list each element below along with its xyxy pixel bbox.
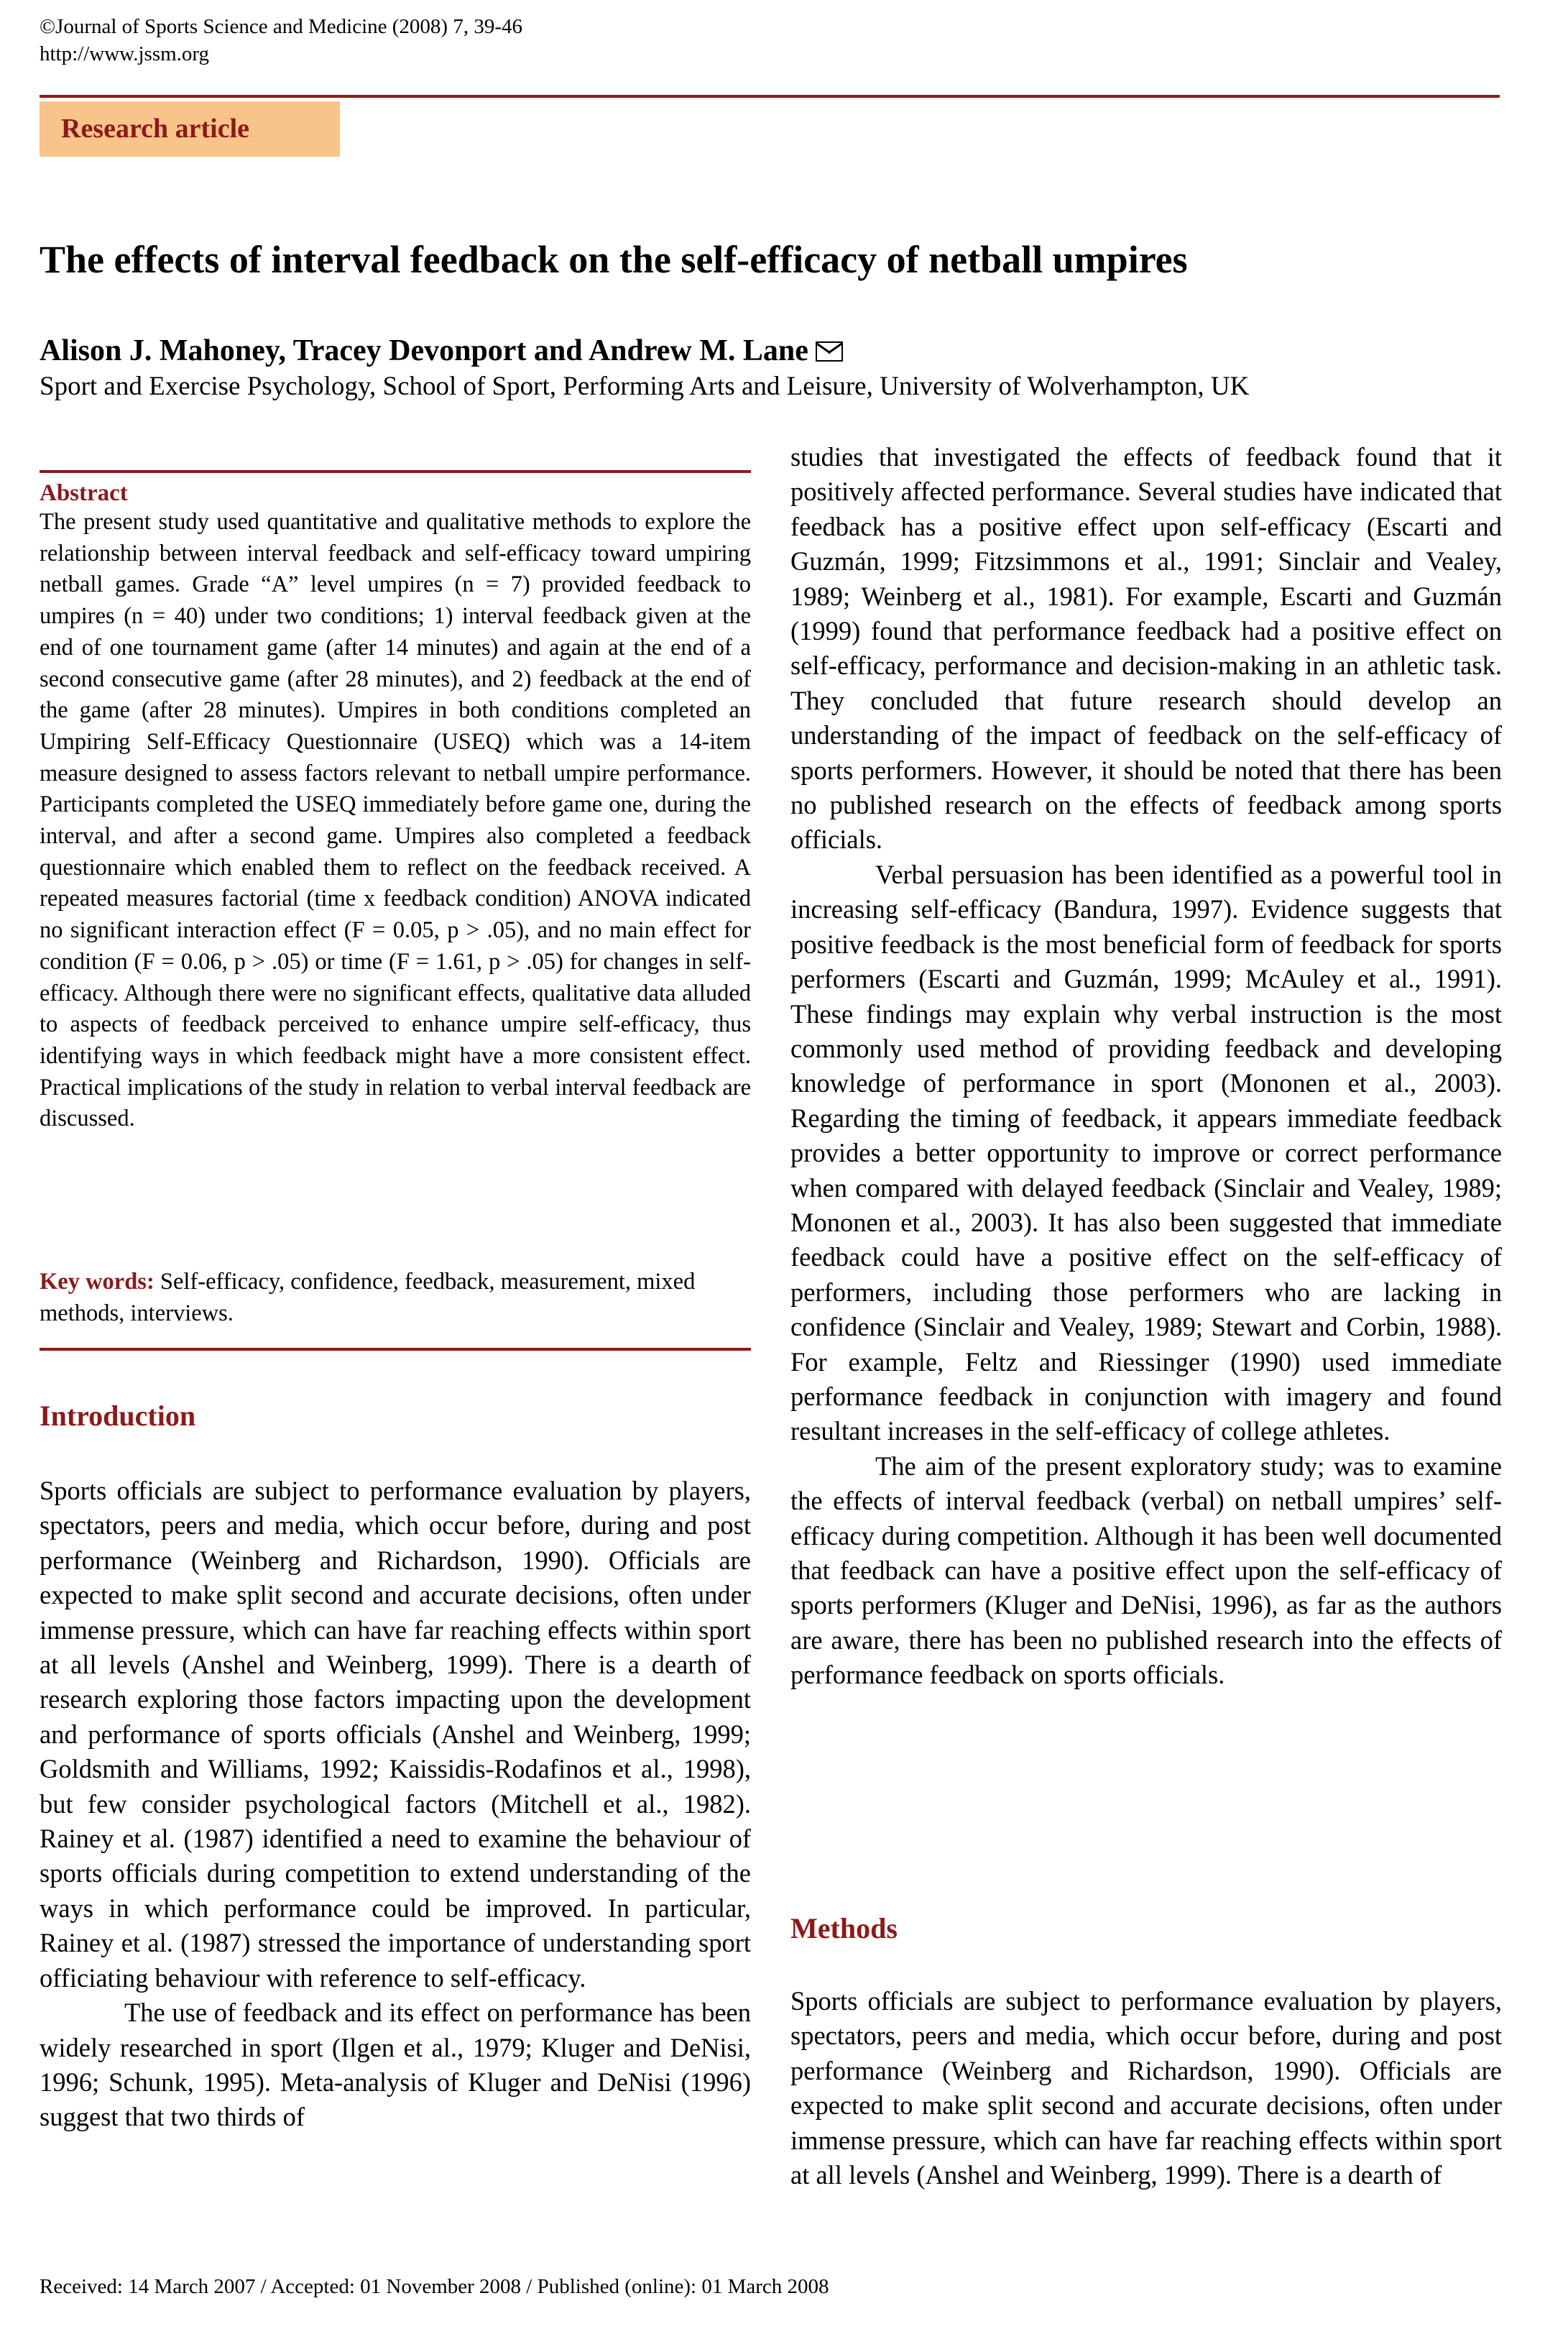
introduction-paragraph-2-continued: studies that investigated the effects of feedback found that it positively affected performance. Several studies have indicated that feedback has a positive effect upon self-efficacy (Escarti and Guzmán, 1999; Fitzsimmons et al., 1991; Sinclair and Vealey, 1989; Weinberg et al., 1981). For example, Escarti and Guzmán (1999) found that performance feedback had a positive effect on self-efficacy, performance and decision-making in an athletic task. They concluded that future research should develop an understanding of the impact of feedback on the self-efficacy of sports performers. However, it should be noted that there has been no published research on the effects of feedback among sports officials. [790,442,1502,855]
abstract-bottom-rule [40,1348,751,1351]
introduction-paragraph-1: Sports officials are subject to performance evaluation by players, spectators, peers and media, which occur before, during and post performance (Weinberg and Richardson, 1990). Officials are expected to make split second and accurate decisions, often under immense pressure, which can have far reaching effects within sport at all levels (Anshel and Weinberg, 1999). There is a dearth of research exploring those factors impacting upon the development and performance of sports officials (Anshel and Weinberg, 1999; Goldsmith and Williams, 1992; Kaissidis-Rodafinos et al., 1998), but few consider psychological factors (Mitchell et al., 1982). Rainey et al. (1987) identified a need to examine the behaviour of sports officials during competition to extend understanding of the ways in which performance could be improved. In particular, Rainey et al. (1987) stressed the importance of understanding sport officiating behaviour with reference to self-efficacy. [40,1476,751,1993]
introduction-paragraph-3: Verbal persuasion has been identified as a powerful tool in increasing self-efficacy (Bandura, 1997). Evidence suggests that positive feedback is the most beneficial form of feedback for sports performers (Escarti and Guzmán, 1999; McAuley et al., 1991). These findings may explain why verbal instruction is the most commonly used method of providing feedback and developing knowledge of performance in sport (Mononen et al., 2003). Regarding the timing of feedback, it appears immediate feedback provides a better opportunity to improve or correct performance when compared with delayed feedback (Sinclair and Vealey, 1989; Mononen et al., 2003). It has also been suggested that immediate feedback could have a positive effect on the self-efficacy of performers, including those performers who are lacking in confidence (Sinclair and Vealey, 1989; Stewart and Corbin, 1988). For example, Feltz and Riessinger (1990) used immediate performance feedback in conjunction with imagery and found resultant increases in the self-efficacy of college athletes. [790,859,1502,1446]
methods-paragraph-1: Sports officials are subject to performance evaluation by players, spectators, peers and media, which occur before, during and post performance (Weinberg and Richardson, 1990). Officials are expected to make split second and accurate decisions, often under immense pressure, which can have far reaching effects within sport at all levels (Anshel and Weinberg, 1999). There is a dearth of [790,1986,1502,2190]
envelope-icon[interactable] [816,341,843,362]
keywords-text: Self-efficacy, confidence, feedback, measurement, mixed methods, interviews. [40,1269,696,1326]
affiliation: Sport and Exercise Psychology, School of Sport, Performing Arts and Leisure, University of Wolverhampton, UK [40,372,1250,401]
introduction-paragraph-4: The aim of the present exploratory study; was to examine the effects of interval feedback (verbal) on netball umpires’ self-efficacy during competition. Although it has been well documented that feedback can have a positive effect upon the self-efficacy of sports performers (Kluger and DeNisi, 1996), as far as the authors are aware, there has been no published research into the effects of performance feedback on sports officials. [790,1451,1502,1690]
journal-citation: ©Journal of Sports Science and Medicine (2008) 7, 39-46 [40,15,522,38]
author-names: Alison J. Mahoney, Tracey Devonport and Andrew M. Lane [40,334,808,367]
publication-dates-footer: Received: 14 March 2007 / Accepted: 01 November 2008 / Published (online): 01 March 2008 [40,2275,829,2298]
abstract-top-rule [40,470,751,473]
article-type-badge [40,101,340,157]
author-list [40,334,843,368]
introduction-left-column [40,1474,751,2135]
article-type-label: Research article [61,114,250,144]
introduction-right-column [790,440,1502,1693]
article-title: The effects of interval feedback on the self-efficacy of netball umpires [40,238,1188,281]
methods-heading: Methods [790,1912,898,1944]
journal-header [40,13,522,68]
keywords [40,1267,751,1329]
introduction-paragraph-2: The use of feedback and its effect on performance has been widely researched in sport (Ilgen et al., 1979; Kluger and DeNisi, 1996; Schunk, 1995). Meta-analysis of Kluger and DeNisi (1996) suggest that two thirds of [40,1998,751,2132]
methods-column [790,1984,1502,2192]
introduction-heading: Introduction [40,1400,196,1432]
header-rule [40,95,1500,98]
journal-url[interactable]: http://www.jssm.org [40,42,210,65]
abstract-heading: Abstract [40,480,128,506]
abstract-text: The present study used quantitative and qualitative methods to explore the relationship between interval feedback and self-efficacy toward umpiring netball games. Grade “A” level umpires (n = 7) provided feedback to umpires (n = 40) under two conditions; 1) interval feedback given at the end of one tournament game (after 14 minutes) and again at the end of a second consecutive game (after 28 minutes), and 2) feedback at the end of the game (after 28 minutes). Umpires in both conditions completed an Umpiring Self-Efficacy Questionnaire (USEQ) which was a 14-item measure designed to assess factors relevant to netball umpire performance. Participants completed the USEQ immediately before game one, during the interval, and after a second game. Umpires also completed a feedback questionnaire which enabled them to reflect on the feedback received. A repeated measures factorial (time x feedback condition) ANOVA indicated no significant interaction effect (F = 0.05, p > .05), and no main effect for condition (F = 0.06, p > .05) or time (F = 1.61, p > .05) for changes in self-efficacy. Although there were no significant effects, qualitative data alluded to aspects of feedback perceived to enhance umpire self-efficacy, thus identifying ways in which feedback might have a more consistent effect. Practical implications of the study in relation to verbal interval feedback are discussed. [40,509,751,1132]
abstract-section [40,480,751,1135]
keywords-label: Key words: [40,1269,155,1295]
